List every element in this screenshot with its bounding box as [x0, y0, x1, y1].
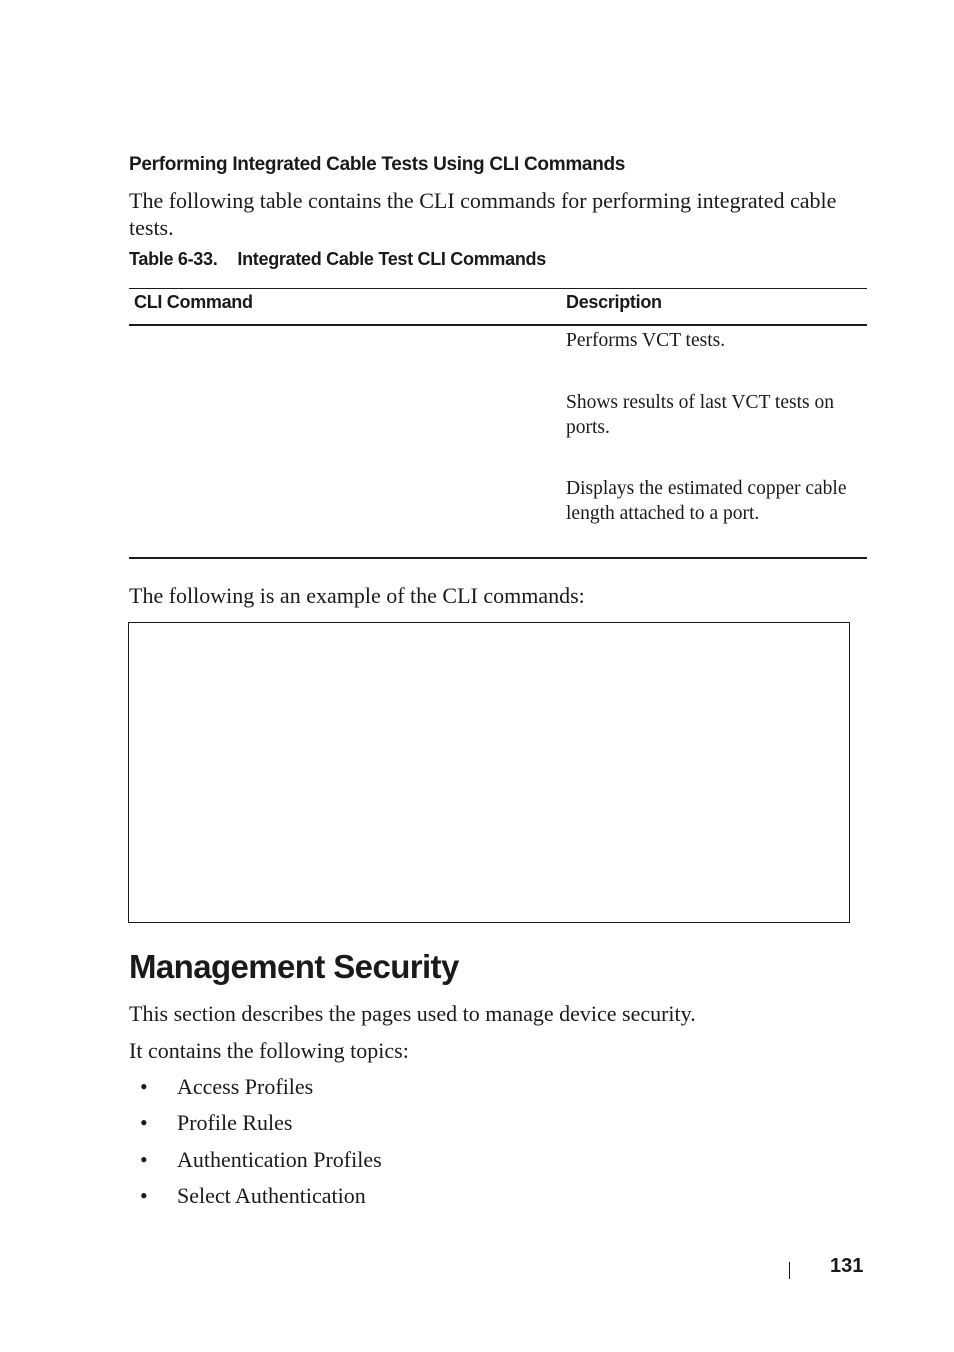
- table-row-description: Displays the estimated copper cable length attached to a port.: [566, 478, 847, 524]
- topic-label: Authentication Profiles: [177, 1147, 382, 1172]
- column-header-description: Description: [566, 292, 662, 312]
- topics-intro: It contains the following topics:: [129, 1038, 409, 1063]
- table-top-rule: [129, 288, 867, 289]
- topic-label: Access Profiles: [177, 1074, 314, 1099]
- section-description: This section describes the pages used to manage device security.: [129, 1001, 696, 1026]
- page-title: Management Security: [129, 948, 459, 985]
- page-number: 131: [830, 1255, 864, 1277]
- list-item: [140, 1147, 382, 1173]
- list-item: [140, 1183, 366, 1209]
- topic-label: Select Authentication: [177, 1183, 366, 1208]
- table-caption-label: Table 6-33.: [129, 249, 218, 269]
- table-caption: [129, 249, 546, 270]
- bullet-icon: •: [140, 1110, 148, 1135]
- section-heading: Performing Integrated Cable Tests Using CLI Commands: [129, 154, 626, 175]
- table-row-description: Shows results of last VCT tests on ports.: [566, 392, 834, 438]
- list-item: [140, 1110, 293, 1136]
- table-header-rule: [129, 324, 867, 326]
- bullet-icon: •: [140, 1183, 148, 1208]
- column-header-cli-command: CLI Command: [134, 292, 253, 312]
- footer-divider: [789, 1262, 790, 1279]
- cli-example-box: [128, 622, 850, 923]
- bullet-icon: •: [140, 1074, 148, 1099]
- bullet-icon: •: [140, 1147, 148, 1172]
- example-intro: The following is an example of the CLI commands:: [129, 583, 585, 608]
- list-item: [140, 1074, 313, 1100]
- table-row-description: Performs VCT tests.: [566, 330, 726, 351]
- table-bottom-rule: [129, 557, 867, 559]
- topic-label: Profile Rules: [177, 1110, 293, 1135]
- intro-paragraph: The following table contains the CLI commands for performing integrated cable tests.: [129, 188, 837, 240]
- table-caption-title: Integrated Cable Test CLI Commands: [237, 249, 546, 269]
